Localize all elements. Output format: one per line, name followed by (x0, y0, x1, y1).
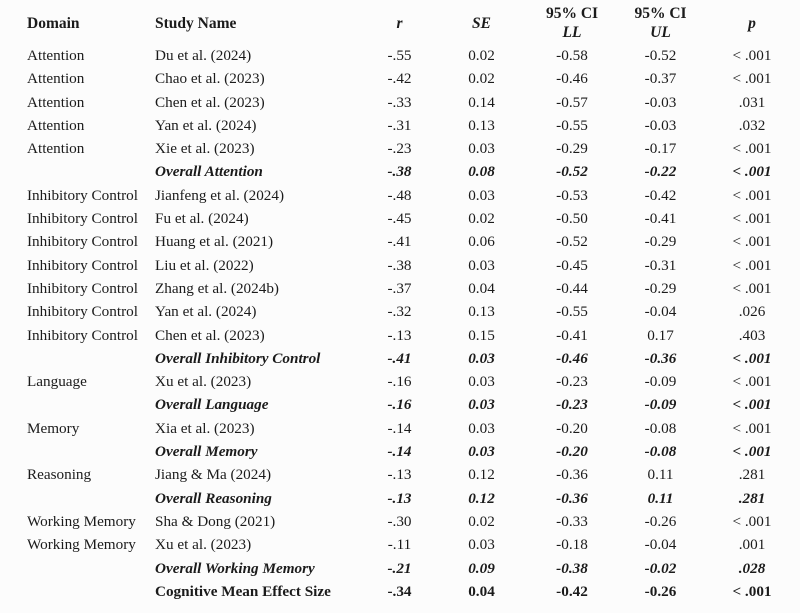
cell-ci-ul: -0.42 (644, 186, 677, 204)
cell-domain (0, 347, 150, 370)
cell-r: -.41 (387, 233, 412, 251)
cell-ci-ll: -0.44 (556, 279, 588, 297)
cell-study: Xu et al. (2023) (155, 536, 252, 554)
cell-r: -.30 (387, 512, 412, 530)
cell-domain: Working Memory (27, 536, 136, 554)
cell-ci-ul: -0.29 (644, 233, 677, 251)
table-row (0, 114, 800, 137)
cell-domain: Inhibitory Control (27, 326, 138, 344)
table-row (0, 137, 800, 160)
cell-se: 0.03 (468, 396, 495, 414)
cell-se: 0.12 (468, 489, 495, 507)
table-row (0, 230, 800, 253)
cell-p: < .001 (732, 70, 772, 88)
cell-study: Overall Inhibitory Control (155, 349, 321, 367)
cell-study: Du et al. (2024) (155, 47, 252, 64)
cell-ci-ll: -0.46 (556, 349, 588, 367)
cell-study: Chen et al. (2023) (155, 326, 265, 344)
cell-se: 0.03 (468, 536, 495, 554)
cell-domain: Inhibitory Control (27, 256, 138, 274)
cell-ci-ll: -0.36 (556, 489, 588, 507)
cell-se: 0.13 (468, 116, 495, 134)
cell-ci-ul: -0.08 (644, 443, 677, 461)
cell-p: < .001 (732, 396, 772, 414)
cell-study: Overall Reasoning (155, 489, 272, 507)
table-row (0, 370, 800, 393)
cell-domain: Inhibitory Control (27, 186, 138, 204)
cell-study: Overall Working Memory (155, 559, 315, 577)
cell-ci-ll: -0.20 (556, 443, 588, 461)
cell-study: Liu et al. (2022) (155, 256, 254, 274)
cell-ci-ul: -0.04 (644, 303, 677, 321)
table-row (0, 300, 800, 323)
ul-label: UL (650, 24, 671, 41)
cell-domain: Attention (27, 140, 85, 158)
cell-ci-ul: -0.02 (644, 559, 677, 577)
table-row (0, 277, 800, 300)
cell-study: Chao et al. (2023) (155, 70, 265, 88)
cell-se: 0.03 (468, 256, 495, 274)
cell-ci-ll: -0.52 (556, 163, 588, 181)
cell-r: -.23 (387, 140, 412, 158)
cell-se: 0.02 (468, 512, 495, 530)
cell-ci-ll: -0.55 (556, 303, 588, 321)
cell-ci-ul: -0.04 (644, 536, 677, 554)
cell-se: 0.13 (468, 303, 495, 321)
table-row (0, 347, 800, 370)
cell-r: -.21 (387, 559, 412, 577)
cell-p: .281 (738, 466, 766, 484)
cell-ci-ll: -0.42 (556, 582, 588, 600)
cell-study: Overall Language (155, 396, 269, 414)
cell-ci-ll: -0.55 (556, 116, 588, 134)
cell-study: Yan et al. (2024) (155, 303, 257, 321)
cell-domain: Inhibitory Control (27, 233, 138, 251)
header-r: r (396, 14, 403, 32)
table-row (0, 533, 800, 556)
cell-p: < .001 (732, 163, 772, 181)
cell-study: Xia et al. (2023) (155, 419, 255, 437)
cell-p: < .001 (732, 582, 772, 600)
cell-ci-ll: -0.23 (556, 396, 588, 414)
header-row (0, 2, 800, 44)
cell-r: -.13 (387, 326, 412, 344)
cell-study: Huang et al. (2021) (155, 233, 274, 251)
header-domain: Domain (27, 14, 80, 32)
cell-r: -.14 (387, 443, 412, 461)
cell-r: -.42 (387, 70, 412, 88)
cell-study: Zhang et al. (2024b) (155, 279, 279, 297)
cell-p: < .001 (732, 443, 772, 461)
cell-ci-ul: 0.11 (647, 466, 674, 484)
cell-se: 0.04 (468, 279, 495, 297)
cell-domain: Inhibitory Control (27, 210, 138, 228)
cell-r: -.34 (387, 582, 412, 600)
cell-p: .032 (738, 116, 766, 134)
cell-r: -.16 (387, 373, 412, 391)
cell-domain (0, 580, 150, 603)
table-row (0, 67, 800, 90)
cell-se: 0.03 (468, 373, 495, 391)
cell-r: -.38 (387, 163, 412, 181)
cell-r: -.13 (387, 489, 412, 507)
table-row (0, 557, 800, 580)
table-row (0, 207, 800, 230)
cell-domain: Attention (27, 93, 85, 111)
cell-ci-ul: 0.11 (647, 489, 674, 507)
cell-se: 0.03 (468, 140, 495, 158)
meta-analysis-table (0, 2, 800, 603)
cell-p: < .001 (732, 419, 772, 437)
cell-domain: Inhibitory Control (27, 303, 138, 321)
cell-ci-ul: -0.26 (644, 512, 677, 530)
cell-ci-ul: -0.31 (644, 256, 677, 274)
cell-p: < .001 (732, 349, 772, 367)
cell-domain (0, 487, 150, 510)
cell-se: 0.02 (468, 210, 495, 228)
cell-study: Chen et al. (2023) (155, 93, 265, 111)
table-row (0, 44, 800, 67)
cell-ci-ul: -0.22 (644, 163, 677, 181)
cell-se: 0.06 (468, 233, 495, 251)
cell-ci-ul: -0.52 (644, 47, 677, 64)
header-study-name: Study Name (155, 14, 237, 32)
cell-study: Jiang & Ma (2024) (155, 466, 271, 484)
header-se: SE (472, 14, 491, 32)
cell-ci-ul: -0.08 (644, 419, 677, 437)
cell-ci-ll: -0.46 (556, 70, 588, 88)
cell-ci-ul: 0.17 (647, 326, 674, 344)
cell-domain: Attention (27, 47, 85, 64)
cell-p: .026 (738, 303, 766, 321)
ll-label: LL (562, 24, 582, 41)
cell-r: -.14 (387, 419, 412, 437)
cell-ci-ul: -0.26 (644, 582, 677, 600)
cell-ci-ul: -0.36 (644, 349, 677, 367)
cell-ci-ul: -0.17 (644, 140, 677, 158)
cell-domain: Attention (27, 116, 85, 134)
cell-p: < .001 (732, 279, 772, 297)
cell-p: .028 (738, 559, 766, 577)
cell-p: .001 (738, 536, 766, 554)
cell-r: -.31 (387, 116, 412, 134)
cell-ci-ul: -0.29 (644, 279, 677, 297)
cell-r: -.32 (387, 303, 412, 321)
cell-ci-ll: -0.57 (556, 93, 588, 111)
header-ci-ul (617, 2, 704, 44)
cell-domain (0, 440, 150, 463)
cell-domain (0, 557, 150, 580)
cell-p: .403 (738, 326, 766, 344)
cell-p: .281 (738, 489, 766, 507)
table-body (0, 44, 800, 603)
cell-se: 0.02 (468, 47, 495, 64)
cell-se: 0.03 (468, 349, 495, 367)
table-row (0, 440, 800, 463)
cell-r: -.41 (387, 349, 412, 367)
cell-ci-ll: -0.38 (556, 559, 588, 577)
cell-p: < .001 (732, 47, 772, 64)
cell-p: < .001 (732, 210, 772, 228)
cell-se: 0.03 (468, 443, 495, 461)
cell-study: Xie et al. (2023) (155, 140, 255, 158)
cell-p: < .001 (732, 373, 772, 391)
cell-ci-ul: -0.41 (644, 210, 677, 228)
cell-study: Sha & Dong (2021) (155, 512, 276, 530)
header-ci-ll (527, 2, 617, 44)
cell-ci-ll: -0.33 (556, 512, 588, 530)
table-row (0, 417, 800, 440)
cell-ci-ll: -0.58 (556, 47, 588, 64)
cell-se: 0.09 (468, 559, 495, 577)
cell-domain: Working Memory (27, 512, 136, 530)
cell-domain: Language (27, 373, 87, 391)
cell-domain: Memory (27, 419, 80, 437)
cell-se: 0.03 (468, 186, 495, 204)
cell-ci-ul: -0.03 (644, 93, 677, 111)
ci-label: 95% CI (545, 5, 599, 22)
cell-r: -.33 (387, 93, 412, 111)
table-row (0, 580, 800, 603)
cell-p: < .001 (732, 140, 772, 158)
cell-study: Cognitive Mean Effect Size (155, 582, 331, 600)
cell-ci-ll: -0.50 (556, 210, 588, 228)
table-row (0, 184, 800, 207)
cell-p: < .001 (732, 233, 772, 251)
cell-ci-ll: -0.41 (556, 326, 588, 344)
cell-domain: Attention (27, 70, 85, 88)
cell-study: Yan et al. (2024) (155, 116, 257, 134)
cell-p: < .001 (732, 512, 772, 530)
cell-domain (0, 393, 150, 416)
cell-domain: Inhibitory Control (27, 279, 138, 297)
cell-se: 0.02 (468, 70, 495, 88)
cell-ci-ul: -0.03 (644, 116, 677, 134)
cell-se: 0.03 (468, 419, 495, 437)
cell-r: -.11 (387, 536, 412, 554)
header-p: p (748, 14, 756, 32)
cell-ci-ll: -0.45 (556, 256, 588, 274)
cell-domain (0, 160, 150, 183)
table-row (0, 487, 800, 510)
cell-ci-ll: -0.52 (556, 233, 588, 251)
table-row (0, 393, 800, 416)
cell-study: Overall Memory (155, 443, 258, 461)
table-row (0, 463, 800, 486)
table-row (0, 254, 800, 277)
table-row (0, 510, 800, 533)
cell-se: 0.14 (468, 93, 495, 111)
cell-r: -.13 (387, 466, 412, 484)
cell-se: 0.04 (468, 582, 495, 600)
cell-r: -.16 (387, 396, 412, 414)
cell-se: 0.12 (468, 466, 495, 484)
table-row (0, 91, 800, 114)
table-row (0, 324, 800, 347)
cell-study: Fu et al. (2024) (155, 210, 249, 228)
cell-study: Overall Attention (155, 163, 263, 181)
cell-r: -.37 (387, 279, 412, 297)
cell-r: -.55 (387, 47, 412, 64)
cell-ci-ul: -0.37 (644, 70, 677, 88)
ci-label: 95% CI (634, 5, 687, 22)
cell-r: -.45 (387, 210, 412, 228)
table-header (0, 2, 800, 44)
cell-se: 0.15 (468, 326, 495, 344)
cell-ci-ll: -0.20 (556, 419, 588, 437)
cell-ci-ll: -0.36 (556, 466, 588, 484)
table-row (0, 160, 800, 183)
cell-ci-ll: -0.18 (556, 536, 588, 554)
cell-r: -.48 (387, 186, 412, 204)
cell-p: < .001 (732, 186, 772, 204)
cell-study: Jianfeng et al. (2024) (155, 186, 285, 204)
cell-ci-ul: -0.09 (644, 396, 677, 414)
cell-r: -.38 (387, 256, 412, 274)
cell-domain: Reasoning (27, 466, 92, 484)
cell-ci-ll: -0.23 (556, 373, 588, 391)
cell-p: .031 (738, 93, 766, 111)
cell-se: 0.08 (468, 163, 495, 181)
cell-p: < .001 (732, 256, 772, 274)
cell-study: Xu et al. (2023) (155, 373, 252, 391)
cell-ci-ul: -0.09 (644, 373, 677, 391)
cell-ci-ll: -0.29 (556, 140, 588, 158)
cell-ci-ll: -0.53 (556, 186, 588, 204)
